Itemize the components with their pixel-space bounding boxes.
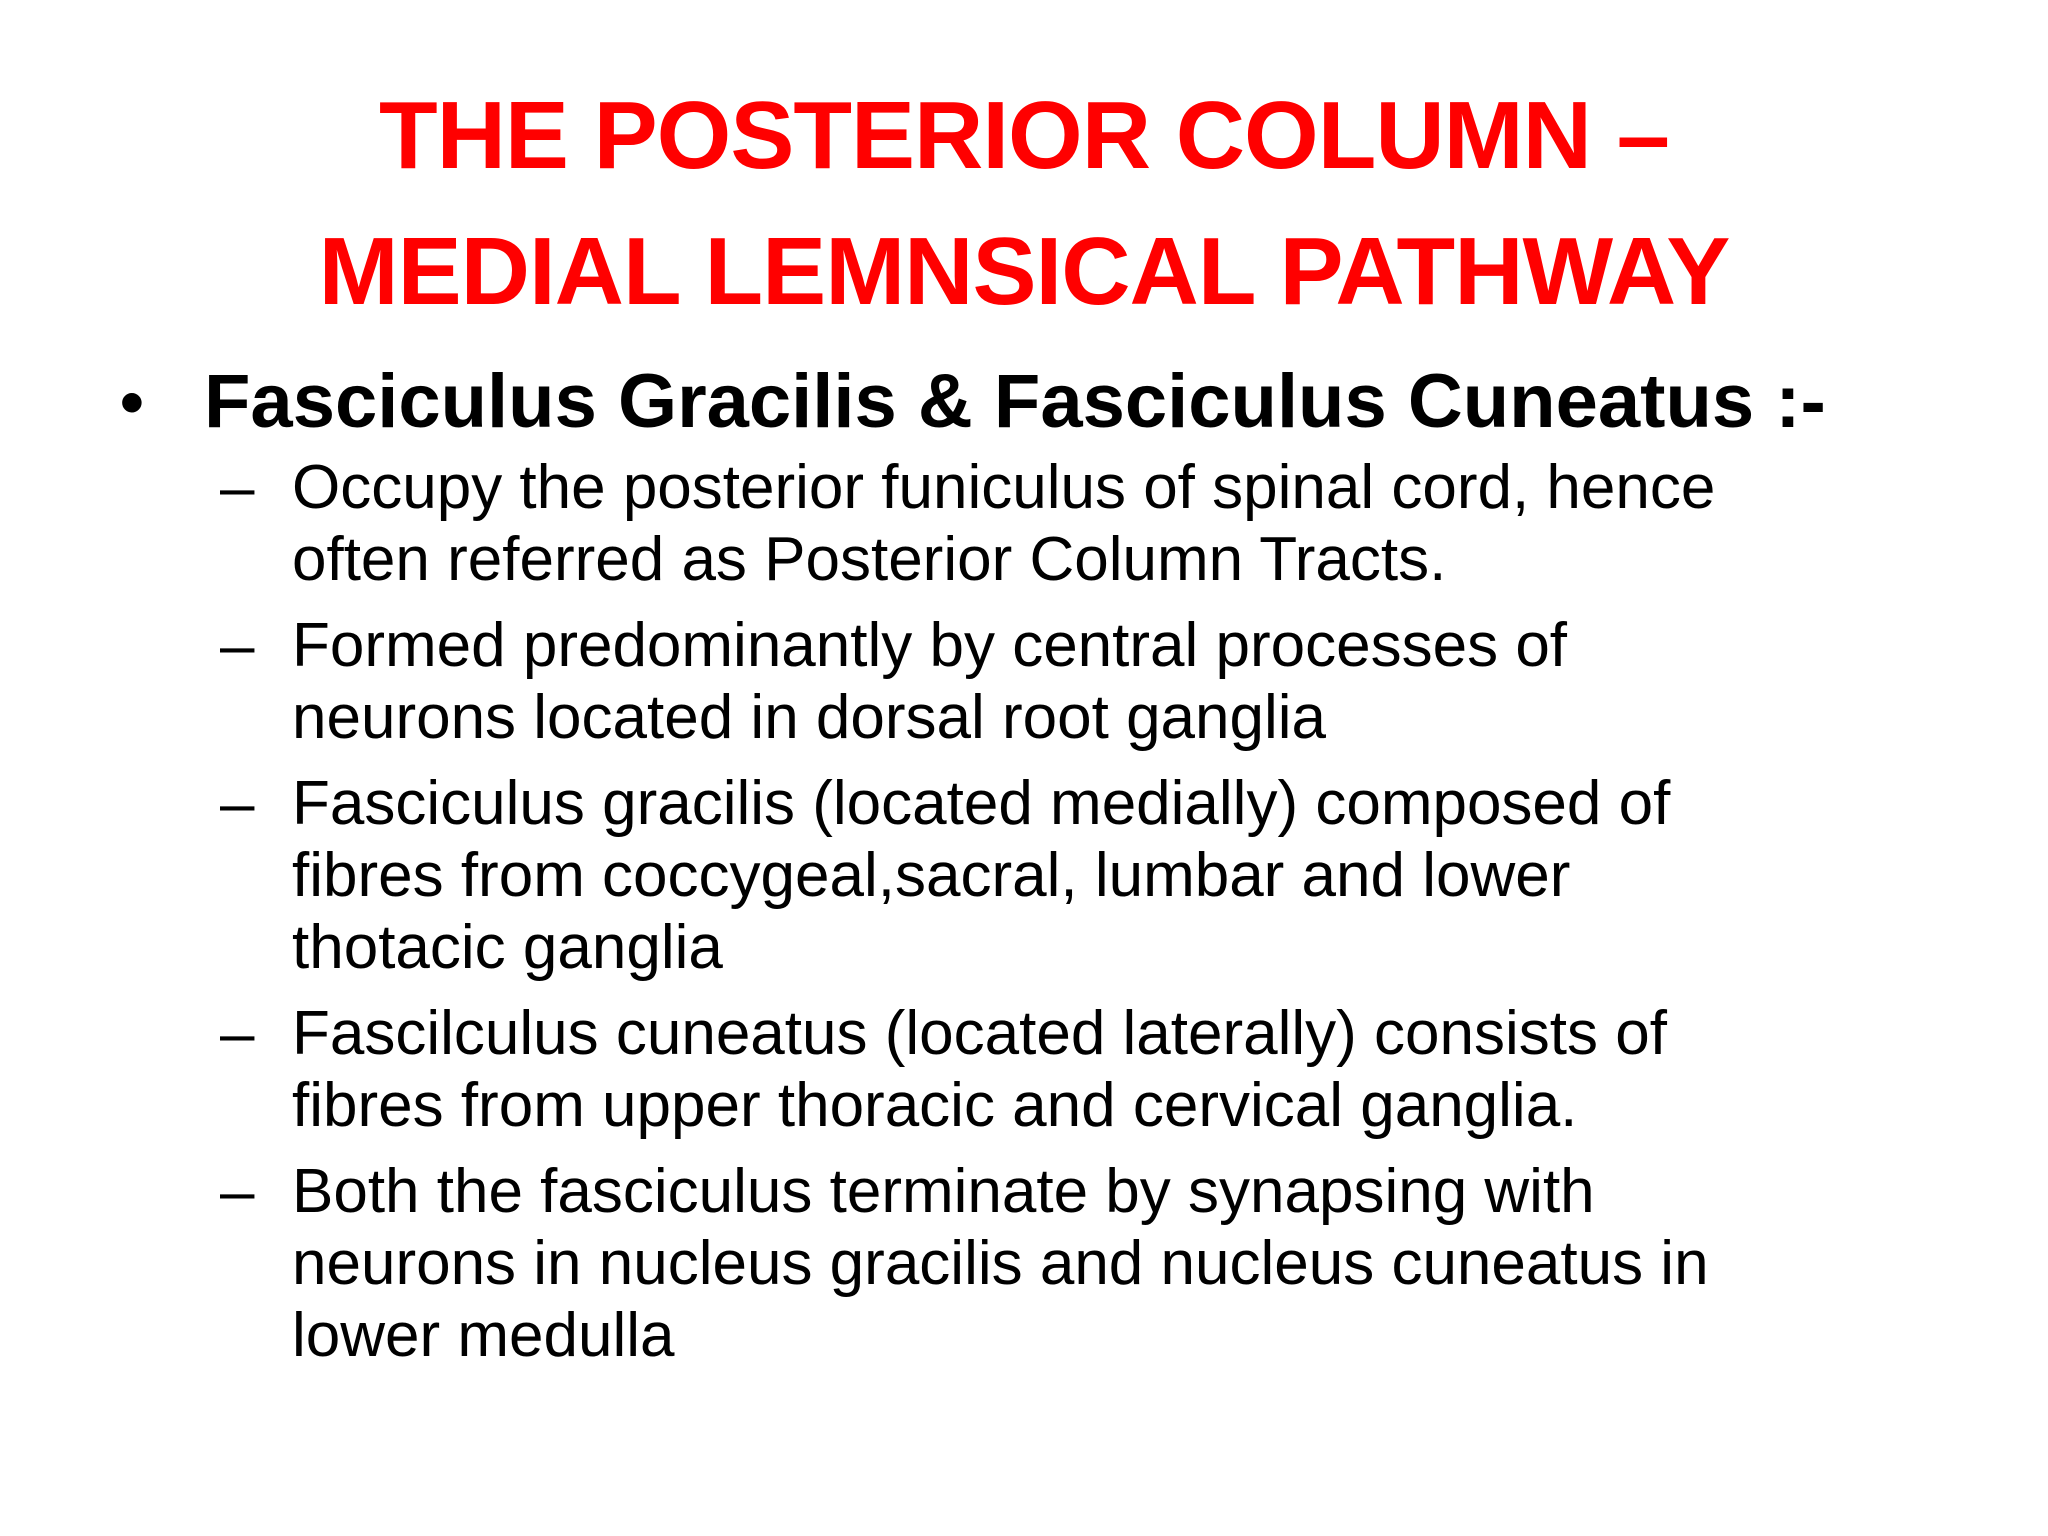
sub-bullet-4-line-2: fibres from upper thoracic and cervical ganglia. — [292, 1071, 1578, 1140]
sub-bullet-1 — [120, 452, 1940, 596]
slide-content — [120, 352, 1940, 1386]
title-line-2: MEDIAL LEMNSICAL PATHWAY — [318, 218, 1730, 325]
main-bullet-text: Fasciculus Gracilis & Fasciculus Cuneatus :- — [204, 359, 1826, 444]
sub-bullet-5-line-2: neurons in nucleus gracilis and nucleus cuneatus in — [292, 1229, 1709, 1298]
sub-bullet-2 — [120, 610, 1940, 754]
sub-bullet-1-line-1: Occupy the posterior funiculus of spinal cord, hence — [292, 453, 1716, 522]
dash-icon: – — [220, 769, 255, 838]
sub-bullet-4 — [120, 998, 1940, 1142]
sub-bullet-3 — [120, 768, 1940, 984]
dash-icon: – — [220, 999, 255, 1068]
bullet-dot-icon: • — [120, 364, 144, 440]
sub-bullet-2-line-1: Formed predominantly by central processes of — [292, 611, 1568, 680]
sub-bullet-5-line-1: Both the fasciculus terminate by synapsing with — [292, 1157, 1595, 1226]
dash-icon: – — [220, 1157, 255, 1226]
title-line-1: THE POSTERIOR COLUMN – — [378, 82, 1670, 189]
dash-icon: – — [220, 611, 255, 680]
main-bullet — [120, 352, 1940, 452]
sub-bullet-1-line-2: often referred as Posterior Column Tracts. — [292, 525, 1447, 594]
sub-bullet-list — [120, 452, 1940, 1372]
sub-bullet-3-line-3: thotacic ganglia — [292, 913, 723, 982]
sub-bullet-5 — [120, 1156, 1940, 1372]
dash-icon: – — [220, 453, 255, 522]
sub-bullet-5-line-3: lower medulla — [292, 1301, 675, 1370]
sub-bullet-4-line-1: Fascilculus cuneatus (located laterally) consists of — [292, 999, 1667, 1068]
sub-bullet-3-line-2: fibres from coccygeal,sacral, lumbar and lower — [292, 841, 1571, 910]
slide-title — [0, 68, 2048, 340]
sub-bullet-3-line-1: Fasciculus gracilis (located medially) composed of — [292, 769, 1671, 838]
sub-bullet-2-line-2: neurons located in dorsal root ganglia — [292, 683, 1327, 752]
